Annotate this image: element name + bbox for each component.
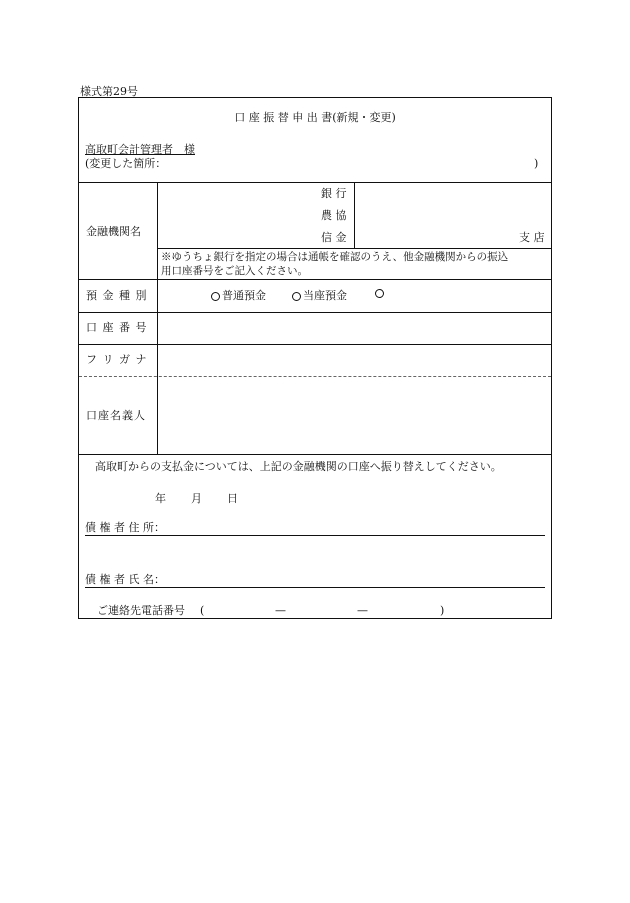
bank-type-shinkin[interactable]: 信 金 [321,231,347,244]
addressee: 高取町会計管理者 様 [85,143,195,156]
phone-mid-input[interactable] [291,603,351,618]
radio-circle-icon [292,292,301,301]
request-text: 高取町からの支払金については、上記の金融機関の口座へ振り替えしてください。 [95,460,502,473]
creditor-name-label: 債 権 者 氏 名： [85,573,165,586]
branch-input[interactable] [361,186,511,244]
phone-close: ) [440,604,445,617]
phone-label: ご連絡先電話番号 [97,604,185,617]
account-holder-label: 口座名義人 [86,409,146,422]
radio-circle-icon [375,289,384,298]
furigana-input[interactable] [161,348,546,372]
branch-suffix: 支 店 [519,231,545,244]
phone-area-input[interactable] [209,603,269,618]
furigana-label: フ リ ガ ナ [86,353,148,366]
account-holder-input[interactable] [161,381,546,449]
deposit-option-ordinary[interactable]: 普通預金 [211,289,266,303]
deposit-option-other[interactable] [375,289,386,298]
change-place-label: (変更した箇所： [85,157,167,170]
date-month: 月 [191,492,202,505]
form-number: 様式第29号 [80,85,138,98]
yucho-note-1: ※ゆうちょ銀行を指定の場合は通帳を確認のうえ、他金融機関からの振込 [161,251,509,263]
phone-dash-2: — [357,604,368,617]
change-place-input[interactable] [174,157,534,171]
bank-label: 金融機関名 [86,225,141,238]
deposit-option-current[interactable]: 当座預金 [292,289,347,303]
radio-circle-icon [211,292,220,301]
bank-type-agri[interactable]: 農 協 [321,209,347,222]
creditor-address-label: 債 権 者 住 所： [85,521,165,534]
date-year: 年 [155,492,166,505]
change-place-close: ) [534,157,539,170]
phone-dash-1: — [275,604,286,617]
yucho-note-2: 用口座番号をご記入ください。 [161,265,308,277]
date-day: 日 [227,492,238,505]
deposit-type-label: 預 金 種 別 [86,289,148,302]
account-number-input[interactable] [161,316,546,340]
creditor-name-input[interactable] [169,571,544,587]
bank-name-input[interactable] [163,186,303,244]
account-number-label: 口 座 番 号 [86,321,148,334]
creditor-address-input[interactable] [169,519,544,535]
form-title: 口 座 振 替 申 出 書(新規・変更) [234,111,396,124]
phone-last-input[interactable] [373,603,433,618]
bank-type-bank[interactable]: 銀 行 [321,187,347,200]
application-form [78,97,552,619]
phone-open: ( [200,604,205,617]
